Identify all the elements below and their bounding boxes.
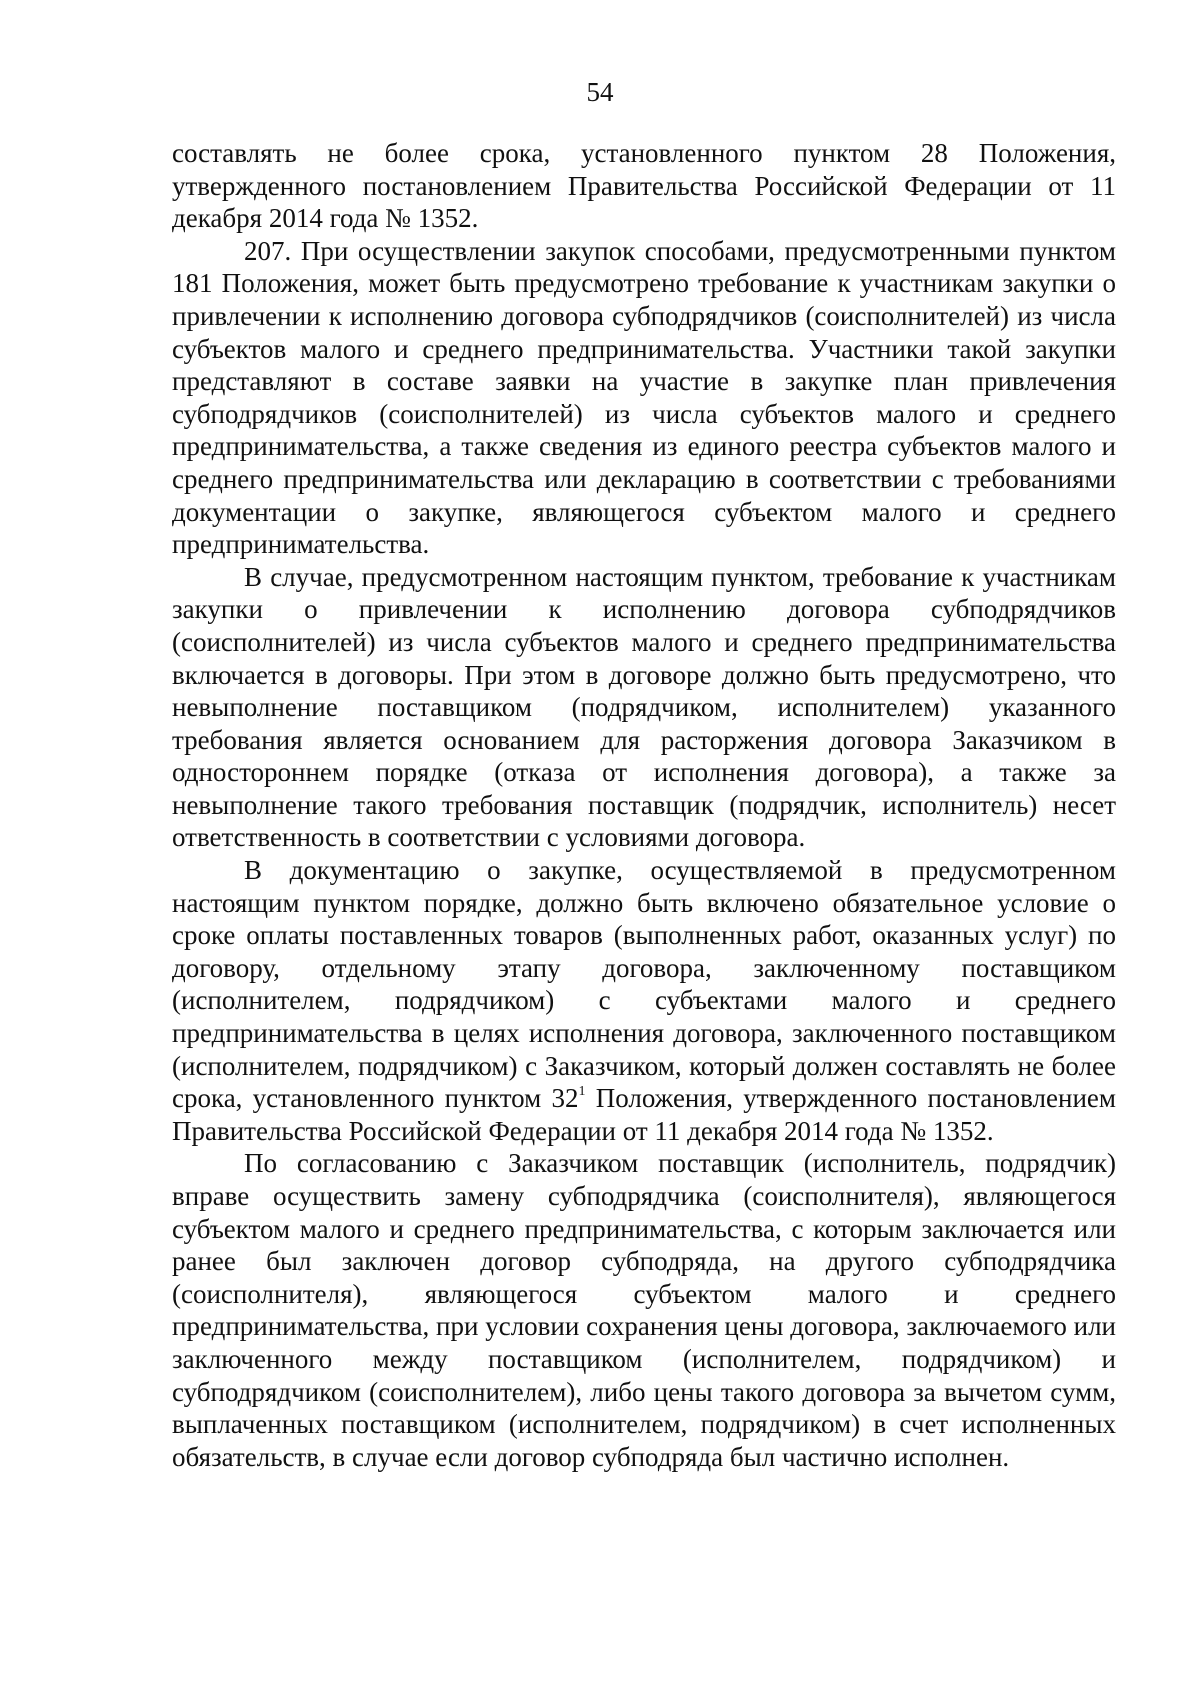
paragraph-payment-term bbox=[172, 854, 1116, 1147]
paragraph-subcontractor-replacement: По согласованию с Заказчиком поставщик (исполнитель, подрядчик) вправе осуществить замену субподрядчика (соисполнителя), являющегося субъектом малого и среднего предпринимательства, с которым заключается или ранее был заключен договор субподряда, на другого субподрядчика (соисполнителя), являющегося субъектом малого и среднего предпринимательства, при условии сохранения цены договора, заключаемого или заключенного между поставщиком (исполнителем, подрядчиком) и субподрядчиком (соисполнителем), либо цены такого договора за вычетом сумм, выплаченных поставщиком (исполнителем, подрядчиком) в счет исполненных обязательств, в случае если договор субподряда был частично исполнен. bbox=[172, 1148, 1116, 1472]
superscript-marker: 1 bbox=[578, 1084, 586, 1100]
paragraph-contract-requirement: В случае, предусмотренном настоящим пунктом, требование к участникам закупки о привлечении к исполнению договора субподрядчиков (соисполнителей) из числа субъектов малого и среднего предпринимательства включается в договоры. При этом в договоре должно быть предусмотрено, что невыполнение поставщиком (подрядчиком, исполнителем) указанного требования является основанием для расторжения договора Заказчиком в одностороннем порядке (отказа от исполнения договора), а также за невыполнение такого требования поставщик (подрядчик, исполнитель) несет ответственность в соответствии с условиями договора. bbox=[172, 561, 1116, 853]
document-body bbox=[172, 137, 1116, 1473]
page-number: 54 bbox=[586, 77, 614, 107]
paragraph-continuation: составлять не более срока, установленного пунктом 28 Положения, утвержденного постановлением Правительства Российской Федерации от 11 декабря 2014 года № 1352. bbox=[172, 138, 1116, 234]
paragraph-payment-term-text-after: Положения, утвержденного постановлением Правительства Российской Федерации от 11 декабря 2014 года № 1352. bbox=[172, 1083, 1116, 1146]
paragraph-payment-term-text-before: В документацию о закупке, осуществляемой в предусмотренном настоящим пунктом порядке, должно быть включено обязательное условие о сроке оплаты поставленных товаров (выполненных работ, оказанных услуг) по договору, отдельному этапу договора, заключенному поставщиком (исполнителем, подрядчиком) с субъектами малого и среднего предпринимательства в целях исполнения договора, заключенного поставщиком (исполнителем, подрядчиком) с Заказчиком, который должен составлять не более срока, установленного пунктом 32 bbox=[172, 855, 1116, 1114]
paragraph-207: 207. При осуществлении закупок способами, предусмотренными пунктом 181 Положения, может быть предусмотрено требование к участникам закупки о привлечении к исполнению договора субподрядчиков (соисполнителей) из числа субъектов малого и среднего предпринимательства. Участники такой закупки представляют в составе заявки на участие в закупке план привлечения субподрядчиков (соисполнителей) из числа субъектов малого и среднего предпринимательства, а также сведения из единого реестра субъектов малого и среднего предпринимательства или декларацию в соответствии с требованиями документации о закупке, являющегося субъектом малого и среднего предпринимательства. bbox=[172, 235, 1116, 560]
